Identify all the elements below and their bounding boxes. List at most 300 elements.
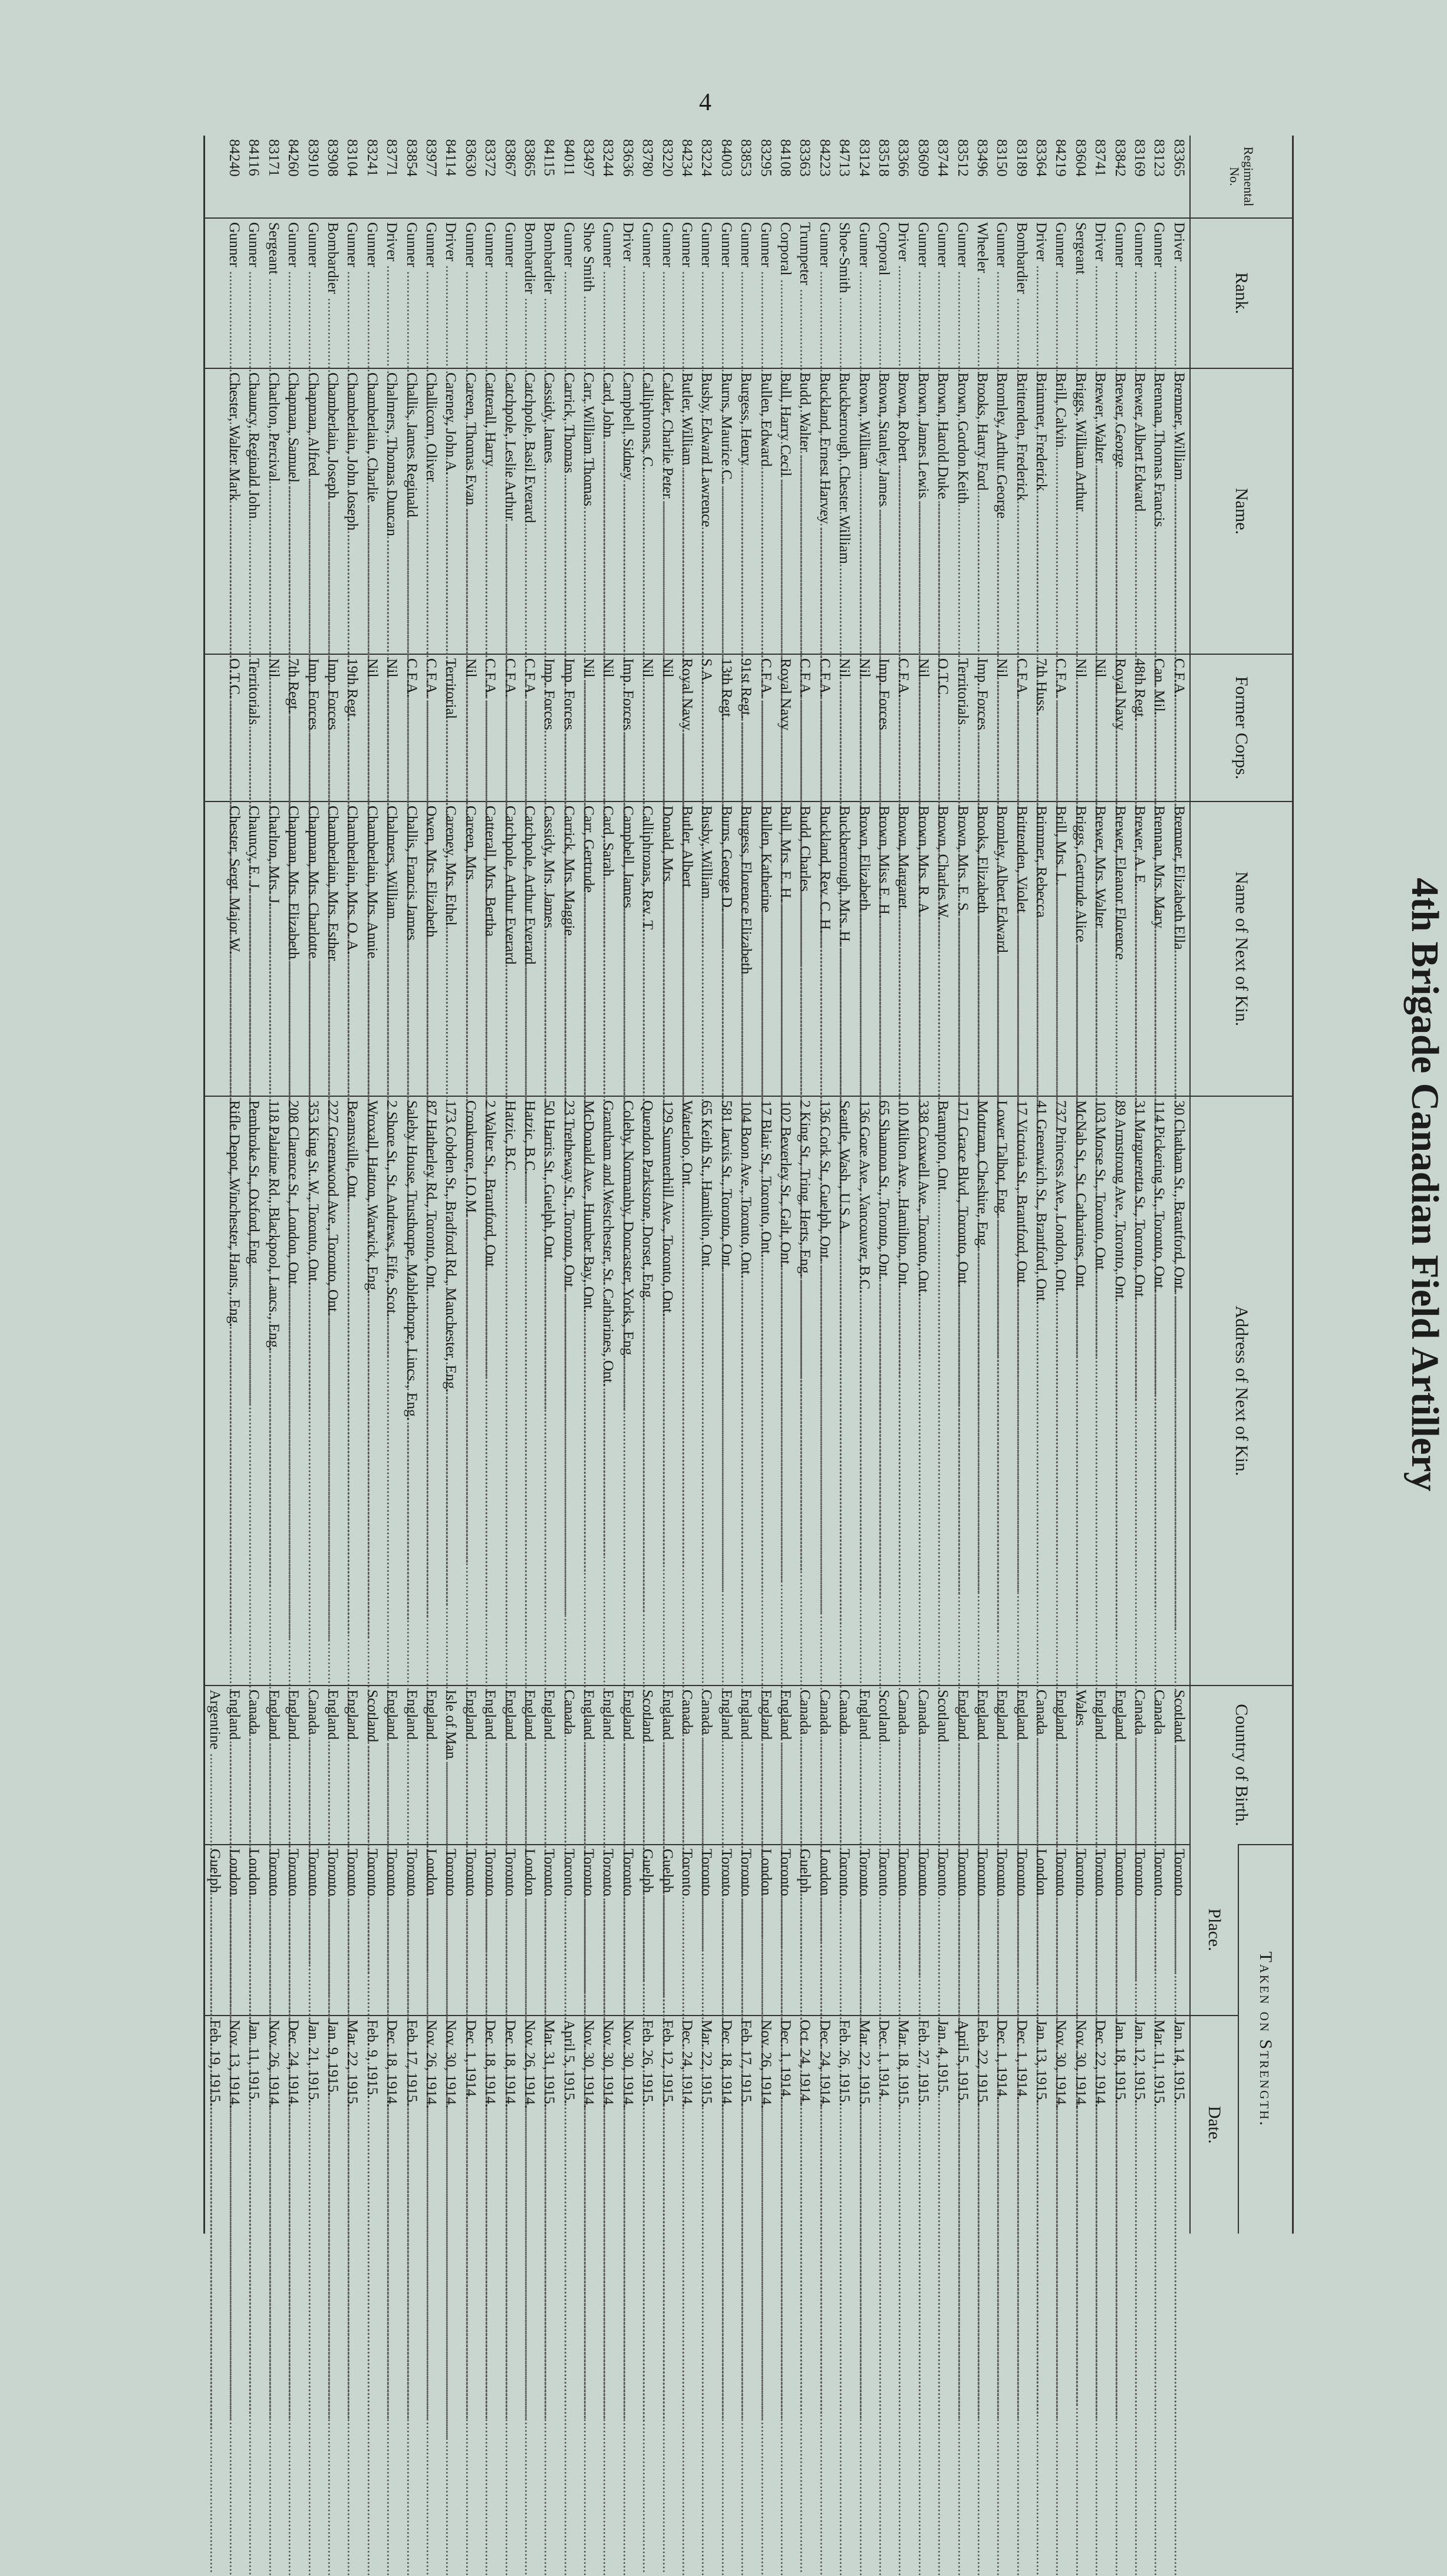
cell-former-corps: Imp. Forces ..... <box>619 654 638 802</box>
cell-rank: Gunner ..... <box>402 218 421 368</box>
cell-next-of-kin: Budd, Charles ..... <box>796 802 815 1096</box>
cell-rank: Corporal ..... <box>776 218 796 368</box>
cell-next-of-kin: Donald, Mrs. ..... <box>658 802 677 1096</box>
cell-country: England ..... <box>1110 1686 1130 1845</box>
cell-place: Toronto ..... <box>481 1845 500 2016</box>
cell-regimental-no: 83365 <box>1171 139 1188 177</box>
table-row <box>1072 136 1091 2234</box>
cell-former-corps: C.F.A. ..... <box>816 654 835 802</box>
table-row <box>520 136 540 2234</box>
cell-next-of-kin: Campbell, James ..... <box>619 802 638 1096</box>
cell-former-corps: Imp. Forces ..... <box>875 654 894 802</box>
cell-date: Dec. 24, 1914. <box>284 2016 304 2234</box>
cell-address: McDonald Ave., Humber Bay, Ont. ..... <box>579 1096 599 1686</box>
cell-address: Pembroke St., Oxford, Eng. ..... <box>245 1096 264 1686</box>
cell-address: 129 Summerhill Ave., Toronto, Ont. ..... <box>658 1096 677 1686</box>
cell-date: Feb. 26, 1915. <box>835 2016 855 2234</box>
cell-next-of-kin: Chester, Sergt. Major W. ..... <box>225 802 245 1096</box>
table-row <box>894 136 914 2234</box>
cell-address: 50 Harris St., Guelph, Ont. ..... <box>540 1096 559 1686</box>
cell-country: Canada ..... <box>1150 1686 1169 1845</box>
cell-name: Chamberlain, John Joseph ..... <box>343 368 362 654</box>
cell-regimental-no: 83854 <box>403 139 421 177</box>
cell-name: Brennan, Thomas Francis ..... <box>1150 368 1169 654</box>
cell-regimental-no: 83636 <box>619 139 637 177</box>
cell-rank: Gunner ..... <box>343 218 362 368</box>
cell-regimental-no: 84713 <box>836 139 854 177</box>
cell-former-corps: Royal Navy ..... <box>1110 654 1130 802</box>
cell-place: Toronto ..... <box>855 1845 874 2016</box>
cell-address: 65 Keith St., Hamilton, Ont. ..... <box>697 1096 717 1686</box>
cell-name: Busby, Edward Lawrence ..... <box>697 368 717 654</box>
cell-place: Toronto ..... <box>579 1845 599 2016</box>
cell-rank: Gunner ..... <box>697 218 717 368</box>
table-row <box>500 136 520 2234</box>
cell-next-of-kin: Catchpole, Arthur Everard ..... <box>500 802 520 1096</box>
cell-place: Toronto ..... <box>973 1845 993 2016</box>
cell-name: Campbell, Sidney ..... <box>619 368 638 654</box>
cell-regimental-no: 83780 <box>640 139 657 177</box>
cell-next-of-kin: Brewer, Mrs. Walter ..... <box>1091 802 1110 1096</box>
cell-regimental-no: 84116 <box>246 139 263 176</box>
table-row <box>225 136 245 2234</box>
cell-name: Buckberrough, Chester William ..... <box>835 368 855 654</box>
cell-regimental-no: 83853 <box>738 139 756 177</box>
cell-former-corps: Territorials ..... <box>953 654 973 802</box>
cell-address: 89 Armstrong Ave., Toronto, Ont. ..... <box>1110 1096 1130 1686</box>
cell-date: Feb. 9, 1915. <box>363 2016 383 2234</box>
cell-place: Toronto ..... <box>875 1845 894 2016</box>
cell-address: 118 Palatine Rd., Blackpool, Lancs., Eng. ..... <box>265 1096 284 1686</box>
cell-former-corps: 91st Regt. ..... <box>737 654 756 802</box>
cell-date: Feb. 17, 1915. <box>737 2016 756 2234</box>
cell-place: London ..... <box>816 1845 835 2016</box>
table-row <box>304 136 323 2234</box>
table-row <box>756 136 776 2234</box>
cell-former-corps: Territorials ..... <box>245 654 264 802</box>
cell-name: Calliphronas, C. ..... <box>638 368 658 654</box>
table-row <box>540 136 559 2234</box>
cell-address: Waterloo, Ont. ..... <box>678 1096 697 1686</box>
cell-former-corps: C.F.A. ..... <box>1012 654 1031 802</box>
header-regimental-no: Regimental No. <box>1190 136 1293 218</box>
cell-date: Nov. 26, 1914. <box>756 2016 776 2234</box>
cell-date: Nov. 30, 1914. <box>1052 2016 1071 2234</box>
table-row <box>993 136 1012 2234</box>
table-row <box>245 136 264 2234</box>
cell-country: Canada ..... <box>697 1686 717 1845</box>
cell-rank: Gunner ..... <box>658 218 677 368</box>
cell-former-corps: C.F.A. ..... <box>796 654 815 802</box>
cell-regimental-no: 83123 <box>1151 139 1169 177</box>
table-row <box>855 136 874 2234</box>
cell-date: Jan. 14, 1915. <box>1170 2016 1190 2234</box>
table-row <box>973 136 993 2234</box>
cell-regimental-no: 83842 <box>1112 139 1129 177</box>
table-row <box>658 136 677 2234</box>
cell-date: Nov. 30, 1914. <box>579 2016 599 2234</box>
cell-next-of-kin: Chamberlain, Mrs. Esther ..... <box>324 802 343 1096</box>
cell-next-of-kin: Careney, Mrs. Ethel ..... <box>441 802 461 1096</box>
cell-country: Canada ..... <box>1130 1686 1150 1845</box>
cell-date: Nov. 30, 1914. <box>441 2016 461 2234</box>
cell-place: Toronto ..... <box>1170 1845 1190 2016</box>
cell-name: Brown, Gordon Keith ..... <box>953 368 973 654</box>
cell-place: Toronto ..... <box>284 1845 304 2016</box>
cell-name: Budd, Walter ..... <box>796 368 815 654</box>
cell-country: Isle of Man ..... <box>441 1686 461 1845</box>
cell-rank: Gunner ..... <box>363 218 383 368</box>
cell-regimental-no: 83497 <box>581 139 598 177</box>
cell-name: Chamberlain, Joseph ..... <box>324 368 343 654</box>
cell-address: 41 Greenwich St., Brantford, Ont. ..... <box>1032 1096 1052 1686</box>
cell-name: Burns, Maurice C. ..... <box>717 368 737 654</box>
cell-country: Scotland ..... <box>875 1686 894 1845</box>
cell-regimental-no: 83171 <box>265 139 283 177</box>
cell-country: Scotland ..... <box>1170 1686 1190 1845</box>
cell-country: England ..... <box>520 1686 540 1845</box>
cell-country: England ..... <box>619 1686 638 1845</box>
cell-next-of-kin: Bullen, Katherine ..... <box>756 802 776 1096</box>
cell-address: Seattle, Wash., U.S.A. ..... <box>835 1096 855 1686</box>
cell-rank: Gunner ..... <box>599 218 618 368</box>
cell-next-of-kin: Brewer, Eleanor Florence ..... <box>1110 802 1130 1096</box>
cell-former-corps: O.T.C. ..... <box>934 654 953 802</box>
cell-name: Challis, James Reginald ..... <box>402 368 421 654</box>
cell-name: Chester, Walter Mark ..... <box>225 368 245 654</box>
cell-country: England ..... <box>776 1686 796 1845</box>
cell-date: Dec. 1, 1914. <box>1012 2016 1031 2234</box>
cell-next-of-kin: Brown, Mrs. R. A. ..... <box>914 802 934 1096</box>
cell-place: London ..... <box>245 1845 264 2016</box>
cell-former-corps: 19th Regt. ..... <box>343 654 362 802</box>
cell-next-of-kin: Burgess, Florence Elizabeth ..... <box>737 802 756 1096</box>
cell-rank: Gunner ..... <box>304 218 323 368</box>
cell-name: Chapman, Samuel ..... <box>284 368 304 654</box>
cell-country: England ..... <box>540 1686 559 1845</box>
cell-next-of-kin: Brown, Elizabeth ..... <box>855 802 874 1096</box>
cell-address: 208 Clarence St., London, Ont. ..... <box>284 1096 304 1686</box>
table-row <box>796 136 815 2234</box>
cell-name: Charlton, Percival ..... <box>265 368 284 654</box>
cell-place: Toronto ..... <box>1072 1845 1091 2016</box>
cell-address: 173 Cobden St., Bradford Rd., Manchester, Eng. ..... <box>441 1096 461 1686</box>
cell-next-of-kin: Bromley, Albert Edward ..... <box>993 802 1012 1096</box>
cell-date: Dec. 24, 1914. <box>678 2016 697 2234</box>
cell-regimental-no: 83867 <box>502 139 519 177</box>
cell-place: Toronto ..... <box>717 1845 737 2016</box>
cell-country: Canada ..... <box>796 1686 815 1845</box>
table-row <box>619 136 638 2234</box>
cell-regimental-no: 84114 <box>443 139 460 176</box>
cell-date: Nov. 26, 1914. <box>520 2016 540 2234</box>
cell-regimental-no: 83512 <box>954 139 972 177</box>
cell-name: Chapman, Alfred ..... <box>304 368 323 654</box>
cell-rank: Gunner ..... <box>422 218 441 368</box>
cell-place: Toronto ..... <box>1150 1845 1169 2016</box>
cell-regimental-no: 83604 <box>1072 139 1090 177</box>
cell-name: Brown, Stanley James ..... <box>875 368 894 654</box>
cell-rank: Bombardier ..... <box>324 218 343 368</box>
cell-date: Dec. 18, 1914. <box>383 2016 402 2234</box>
cell-place: Toronto ..... <box>1130 1845 1150 2016</box>
cell-regimental-no: 83518 <box>875 139 893 177</box>
cell-rank: Gunner ..... <box>500 218 520 368</box>
cell-date: Nov. 26, 1914. <box>422 2016 441 2234</box>
cell-place: London ..... <box>1032 1845 1052 2016</box>
cell-next-of-kin: Brown, Charles W. ..... <box>934 802 953 1096</box>
cell-next-of-kin: Brittenden, Violet ..... <box>1012 802 1031 1096</box>
cell-country: England ..... <box>599 1686 618 1845</box>
cell-country: England ..... <box>579 1686 599 1845</box>
cell-country: Scotland ..... <box>638 1686 658 1845</box>
cell-address: Mottram, Cheshire, Eng. ..... <box>973 1096 993 1686</box>
page-title: 4th Brigade Canadian Field Artillery <box>1403 878 1446 1492</box>
cell-rank: Gunner ..... <box>1110 218 1130 368</box>
cell-former-corps: Royal Navy ..... <box>678 654 697 802</box>
cell-regimental-no: 83630 <box>462 139 480 177</box>
cell-name: Catchpole, Basil Everard ..... <box>520 368 540 654</box>
cell-address: Hatzic, B.C. ..... <box>500 1096 520 1686</box>
cell-address: 353 King St. W., Toronto, Ont. ..... <box>304 1096 323 1686</box>
cell-regimental-no: 83363 <box>797 139 815 177</box>
cell-country: England ..... <box>324 1686 343 1845</box>
cell-place: Toronto ..... <box>1091 1845 1110 2016</box>
cell-regimental-no: 83908 <box>325 139 342 177</box>
cell-former-corps: C.F.A. ..... <box>756 654 776 802</box>
cell-former-corps: O.T.C. ..... <box>225 654 245 802</box>
cell-rank: Gunner ..... <box>737 218 756 368</box>
cell-former-corps: Imp. Forces ..... <box>324 654 343 802</box>
cell-place: Toronto ..... <box>462 1845 481 2016</box>
cell-place: Toronto ..... <box>619 1845 638 2016</box>
cell-place: Toronto ..... <box>697 1845 717 2016</box>
cell-place: Toronto ..... <box>540 1845 559 2016</box>
cell-former-corps: Nil ..... <box>914 654 934 802</box>
cell-date: Jan. 13, 1915. <box>1032 2016 1052 2234</box>
cell-former-corps: Imp. Forces ..... <box>973 654 993 802</box>
cell-former-corps: C.F.A. ..... <box>1170 654 1190 802</box>
cell-rank: Gunner ..... <box>678 218 697 368</box>
cell-date: Nov. 30, 1914. <box>599 2016 618 2234</box>
cell-address: 31 Margueretta St., Toronto, Ont. ..... <box>1130 1096 1150 1686</box>
cell-rank: Shoe-Smith ..... <box>835 218 855 368</box>
cell-regimental-no: 84234 <box>679 139 697 177</box>
cell-date: Nov. 26, 1914. <box>265 2016 284 2234</box>
cell-date: Dec. 1, 1914. <box>993 2016 1012 2234</box>
table-row <box>737 136 756 2234</box>
cell-rank: Trumpeter ..... <box>796 218 815 368</box>
cell-next-of-kin: Burns, George D. ..... <box>717 802 737 1096</box>
cell-next-of-kin: Bull, Mrs. E. H. ..... <box>776 802 796 1096</box>
cell-next-of-kin: Careen, Mrs. ..... <box>462 802 481 1096</box>
cell-country: England ..... <box>953 1686 973 1845</box>
cell-name: Catchpole, Leslie Arthur ..... <box>500 368 520 654</box>
table-row <box>914 136 934 2234</box>
cell-country: England ..... <box>756 1686 776 1845</box>
cell-place: Toronto ..... <box>1110 1845 1130 2016</box>
cell-address: 136 Cork St., Guelph, Ont. ..... <box>816 1096 835 1686</box>
cell-next-of-kin: Buckland, Rev. C. H. ..... <box>816 802 835 1096</box>
cell-date: Dec. 24, 1914. <box>816 2016 835 2234</box>
cell-former-corps: 13th Regt. ..... <box>717 654 737 802</box>
cell-address: 23 Tretheway St., Toronto, Ont. ..... <box>560 1096 579 1686</box>
cell-next-of-kin: Carrick, Mrs. Maggie ..... <box>560 802 579 1096</box>
cell-place: Guelph ..... <box>658 1845 677 2016</box>
cell-former-corps: Nil ..... <box>658 654 677 802</box>
cell-place: London ..... <box>422 1845 441 2016</box>
cell-country: England ..... <box>225 1686 245 1845</box>
cell-name: Chauncy, Reginald John ..... <box>245 368 264 654</box>
cell-address: Brampton, Ont. ..... <box>934 1096 953 1686</box>
cell-rank: Gunner ..... <box>560 218 579 368</box>
cell-former-corps: Can. Mil. ..... <box>1150 654 1169 802</box>
header-taken-on-strength: Taken on Strength. <box>1238 1845 1293 2234</box>
cell-address: 104 Boon Ave., Toronto, Ont. ..... <box>737 1096 756 1686</box>
cell-place: Toronto ..... <box>1052 1845 1071 2016</box>
cell-rank: Driver ..... <box>894 218 914 368</box>
cell-place: Toronto ..... <box>304 1845 323 2016</box>
cell-address: Coleby, Normanby, Doncaster, Yorks, Eng. ..... <box>619 1096 638 1686</box>
cell-country: Canada ..... <box>560 1686 579 1845</box>
cell-next-of-kin: Owen, Mrs. Elizabeth ..... <box>422 802 441 1096</box>
cell-country: England ..... <box>422 1686 441 1845</box>
cell-name: Bromley, Arthur George ..... <box>993 368 1012 654</box>
cell-date: Feb. 17, 1915. <box>402 2016 421 2234</box>
cell-date: Feb. 22, 1915. <box>973 2016 993 2234</box>
cell-address: Saleby House, Trusthorpe, Mablethorpe, Lincs., Eng. ..... <box>402 1096 421 1686</box>
cell-former-corps: Royal Navy ..... <box>776 654 796 802</box>
cell-country: Argentine ..... <box>205 1686 225 1845</box>
cell-former-corps: C.F.A. ..... <box>500 654 520 802</box>
cell-former-corps: Nil ..... <box>579 654 599 802</box>
cell-name: Carrick, Thomas ..... <box>560 368 579 654</box>
cell-address: 171 Grace Blvd., Toronto, Ont. ..... <box>953 1096 973 1686</box>
cell-name: Brown, Harold Duke ..... <box>934 368 953 654</box>
cell-place: Toronto ..... <box>894 1845 914 2016</box>
cell-former-corps: Nil ..... <box>265 654 284 802</box>
cell-regimental-no: 84003 <box>718 139 736 177</box>
header-name: Name. <box>1190 368 1293 654</box>
cell-next-of-kin: Brimmer, Rebecca ..... <box>1032 802 1052 1096</box>
cell-rank: Gunner ..... <box>934 218 953 368</box>
cell-former-corps: Territorial ..... <box>441 654 461 802</box>
cell-date: Mar. 22, 1915. <box>855 2016 874 2234</box>
cell-rank: Gunner ..... <box>717 218 737 368</box>
cell-name: Carr, William Thomas ..... <box>579 368 599 654</box>
cell-country: Canada ..... <box>816 1686 835 1845</box>
cell-address: 87 Hatherley Rd., Toronto, Ont. ..... <box>422 1096 441 1686</box>
cell-regimental-no: 83364 <box>1033 139 1051 177</box>
cell-date: Feb. 12, 1915. <box>658 2016 677 2234</box>
cell-regimental-no: 83241 <box>364 139 381 177</box>
cell-regimental-no: 84108 <box>777 139 795 177</box>
cell-date: Oct. 24, 1914. <box>796 2016 815 2234</box>
cell-name: Burgess, Henry ..... <box>737 368 756 654</box>
cell-date: Dec. 22, 1914. <box>1091 2016 1110 2234</box>
cell-date: Dec. 18, 1914. <box>500 2016 520 2234</box>
cell-next-of-kin: Brill, Mrs. L. ..... <box>1052 802 1071 1096</box>
cell-rank: Gunner ..... <box>914 218 934 368</box>
cell-regimental-no: 83169 <box>1132 139 1149 177</box>
cell-date: Dec. 1, 1914. <box>875 2016 894 2234</box>
cell-name: Brown, Robert ..... <box>894 368 914 654</box>
cell-place: Guelph ..... <box>796 1845 815 2016</box>
cell-next-of-kin: Chamberlain, Mrs. Annie ..... <box>363 802 383 1096</box>
cell-former-corps: Nil ..... <box>1091 654 1110 802</box>
cell-country: England ..... <box>717 1686 737 1845</box>
cell-next-of-kin: Catterall, Mrs. Bertha ..... <box>481 802 500 1096</box>
cell-former-corps <box>205 654 225 802</box>
table-row <box>1012 136 1031 2234</box>
cell-next-of-kin: Catchpole, Arthur Everard ..... <box>520 802 540 1096</box>
cell-regimental-no: 84260 <box>285 139 303 177</box>
table-row <box>776 136 796 2234</box>
cell-name: Careen, Thomas Evan ..... <box>462 368 481 654</box>
cell-rank: Bombardier ..... <box>1012 218 1031 368</box>
cell-regimental-no: 83372 <box>482 139 500 177</box>
cell-name: Brill, Calvin ..... <box>1052 368 1071 654</box>
cell-address: 581 Jarvis St., Toronto, Ont. ..... <box>717 1096 737 1686</box>
cell-name: Bull, Harry Cecil ..... <box>776 368 796 654</box>
cell-country: England ..... <box>284 1686 304 1845</box>
cell-next-of-kin: Brown, Miss E. H. ..... <box>875 802 894 1096</box>
cell-former-corps: Nil ..... <box>638 654 658 802</box>
cell-place: Guelph ..... <box>205 1845 225 2016</box>
table-row <box>1091 136 1110 2234</box>
cell-address: 103 Morse St., Toronto, Ont. ..... <box>1091 1096 1110 1686</box>
cell-address: 338 Coxwell Ave., Toronto, Ont. ..... <box>914 1096 934 1686</box>
cell-former-corps: Nil ..... <box>855 654 874 802</box>
cell-address: Cronkmore, I.O.M. ..... <box>462 1096 481 1686</box>
cell-country: England ..... <box>1091 1686 1110 1845</box>
cell-country: England ..... <box>481 1686 500 1845</box>
cell-name: Brown, James Lewis ..... <box>914 368 934 654</box>
cell-place: Toronto ..... <box>953 1845 973 2016</box>
roster-table <box>203 136 1294 2234</box>
cell-regimental-no: 83496 <box>974 139 991 177</box>
cell-country: Canada ..... <box>245 1686 264 1845</box>
cell-place: Toronto ..... <box>835 1845 855 2016</box>
cell-rank: Driver ..... <box>383 218 402 368</box>
table-row <box>1052 136 1071 2234</box>
cell-name: Bremner, William ..... <box>1170 368 1190 654</box>
cell-rank: Driver ..... <box>1032 218 1052 368</box>
cell-regimental-no: 83189 <box>1013 139 1031 177</box>
cell-next-of-kin: Brennan, Mrs. Mary ..... <box>1150 802 1169 1096</box>
cell-country: England ..... <box>343 1686 362 1845</box>
cell-name: Brewer, George ..... <box>1110 368 1130 654</box>
cell-address: Rifle Depot, Winchester, Hants., Eng. ..... <box>225 1096 245 1686</box>
cell-regimental-no: 83295 <box>757 139 775 177</box>
cell-regimental-no: 83744 <box>935 139 952 177</box>
rotated-roster <box>206 136 1446 2234</box>
cell-name: Briggs, William Arthur ..... <box>1072 368 1091 654</box>
cell-former-corps: C.F.A. ..... <box>402 654 421 802</box>
cell-place: Toronto ..... <box>343 1845 362 2016</box>
table-row <box>383 136 402 2234</box>
cell-address <box>205 1096 225 1686</box>
cell-name: Brimmer, Frederick ..... <box>1032 368 1052 654</box>
cell-rank: Gunner ..... <box>462 218 481 368</box>
cell-former-corps: 7th Regt. ..... <box>284 654 304 802</box>
cell-rank: Gunner ..... <box>816 218 835 368</box>
cell-address: Hatzic, B.C. ..... <box>520 1096 540 1686</box>
table-row <box>678 136 697 2234</box>
cell-name: Buckland, Ernest Harvey ..... <box>816 368 835 654</box>
cell-next-of-kin: Cassidy, Mrs. James ..... <box>540 802 559 1096</box>
cell-country: Canada ..... <box>678 1686 697 1845</box>
